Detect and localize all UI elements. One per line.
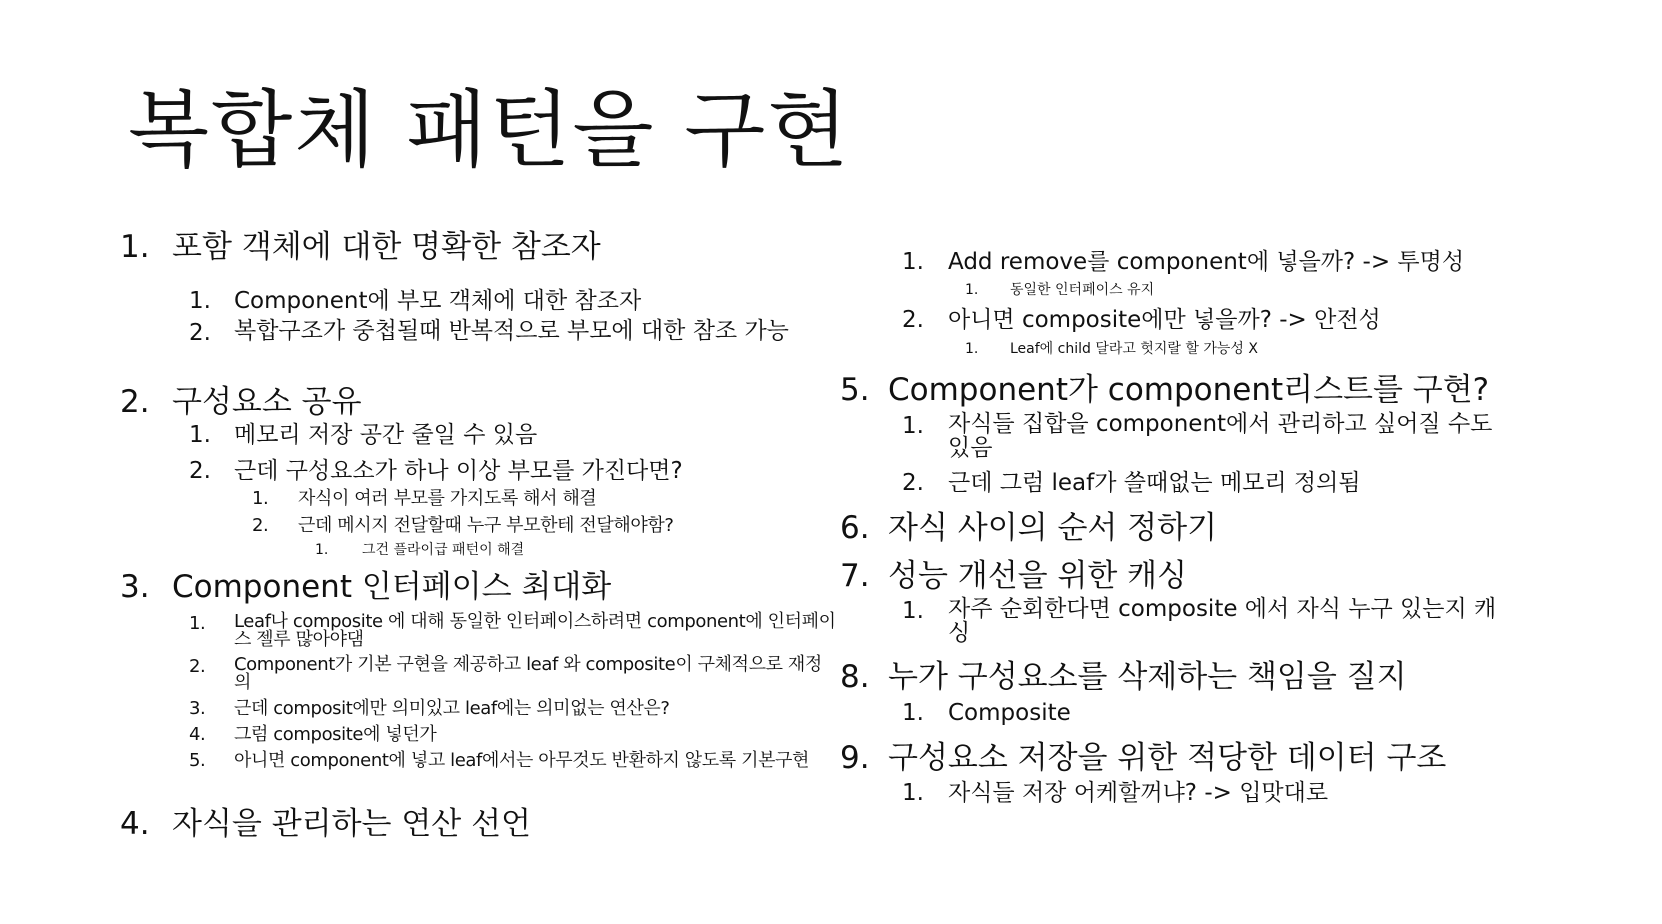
list-number: 2. <box>189 458 211 484</box>
list-item-text: Component에 부모 객체에 대한 참조자 <box>234 288 642 314</box>
list-number: 1. <box>189 613 206 634</box>
list-number: 2. <box>189 656 206 677</box>
list-item-text: 근데 그럼 leaf가 쓸때없는 메모리 정의됨 <box>948 470 1361 496</box>
list-item-text: Component 인터페이스 최대화 <box>172 569 612 605</box>
list-item-text: 구성요소 공유 <box>172 384 362 420</box>
list-item-text: Composite <box>948 700 1071 726</box>
list-number: 9. <box>840 740 870 776</box>
list-number: 1. <box>902 249 924 275</box>
list-number: 3. <box>189 698 206 719</box>
list-number: 2. <box>120 384 150 420</box>
list-number: 1. <box>902 413 924 439</box>
list-number: 1. <box>902 598 924 624</box>
list-number: 1. <box>120 229 150 265</box>
list-number: 8. <box>840 659 870 695</box>
list-item-text: Component가 기본 구현을 제공하고 leaf 와 composite이 구체적으로 재정의 <box>234 654 822 693</box>
list-number: 1. <box>902 780 924 806</box>
list-number: 4. <box>189 724 206 745</box>
list-number: 1. <box>965 282 979 298</box>
list-number: 5. <box>189 750 206 771</box>
list-number: 1. <box>315 542 329 558</box>
list-item-text: 복합구조가 중첩될때 반복적으로 부모에 대한 참조 가능 <box>234 318 789 344</box>
list-item-text: 메모리 저장 공간 줄일 수 있음 <box>234 422 538 448</box>
list-item-text: 근데 메시지 전달할때 누구 부모한테 전달해야함? <box>298 515 674 536</box>
list-item-text: 근데 composit에만 의미있고 leaf에는 의미없는 연산은? <box>234 698 670 719</box>
list-item-text: 그건 플라이급 패턴이 해결 <box>362 542 525 558</box>
list-item-text: 자식들 집합을 component에서 관리하고 싶어질 수도 있음 <box>948 411 1493 461</box>
list-number: 2. <box>252 515 269 536</box>
list-number: 1. <box>189 422 211 448</box>
list-number: 1. <box>189 288 211 314</box>
list-item-text: 포함 객체에 대한 명확한 참조자 <box>172 229 601 265</box>
list-item-text: 자식들 저장 어케할꺼냐? -> 입맛대로 <box>948 780 1329 806</box>
list-item-text: 아니면 component에 넣고 leaf에서는 아무것도 반환하지 않도록 기본구현 <box>234 750 810 771</box>
list-number: 1. <box>902 700 924 726</box>
list-item-text: 그럼 composite에 넣던가 <box>234 724 437 745</box>
list-number: 2. <box>902 307 924 333</box>
list-item-text: 자식 사이의 순서 정하기 <box>888 510 1218 546</box>
list-item-text: Leaf나 composite 에 대해 동일한 인터페이스하려면 component에 인터페이스 젤루 많아야댐 <box>234 611 836 650</box>
list-item-text: 자식이 여러 부모를 가지도록 해서 해결 <box>298 488 597 509</box>
slide-title: 복합체 패턴을 구현 <box>128 81 851 179</box>
list-item-text: Leaf에 child 달라고 헛지랄 할 가능성 X <box>1010 341 1258 357</box>
list-number: 1. <box>252 488 269 509</box>
list-item-text: 자주 순회한다면 composite 에서 자식 누구 있는지 캐싱 <box>948 596 1497 646</box>
list-item-text: 성능 개선을 위한 캐싱 <box>888 558 1188 594</box>
list-number: 5. <box>840 372 870 408</box>
list-number: 4. <box>120 806 150 842</box>
list-item-text: Component가 component리스트를 구현? <box>888 372 1490 408</box>
list-item-text: 구성요소 저장을 위한 적당한 데이터 구조 <box>888 740 1447 776</box>
list-number: 6. <box>840 510 870 546</box>
list-number: 7. <box>840 558 870 594</box>
list-item-text: 근데 구성요소가 하나 이상 부모를 가진다면? <box>234 458 683 484</box>
list-number: 2. <box>189 320 211 346</box>
list-item-text: 자식을 관리하는 연산 선언 <box>172 806 531 842</box>
list-item-text: 아니면 composite에만 넣을까? -> 안전성 <box>948 307 1381 333</box>
list-number: 1. <box>965 341 979 357</box>
list-number: 3. <box>120 569 150 605</box>
list-item-text: Add remove를 component에 넣을까? -> 투명성 <box>948 249 1465 275</box>
list-number: 2. <box>902 470 924 496</box>
list-item-text: 누가 구성요소를 삭제하는 책임을 질지 <box>888 659 1407 695</box>
list-item-text: 동일한 인터페이스 유지 <box>1010 282 1155 298</box>
